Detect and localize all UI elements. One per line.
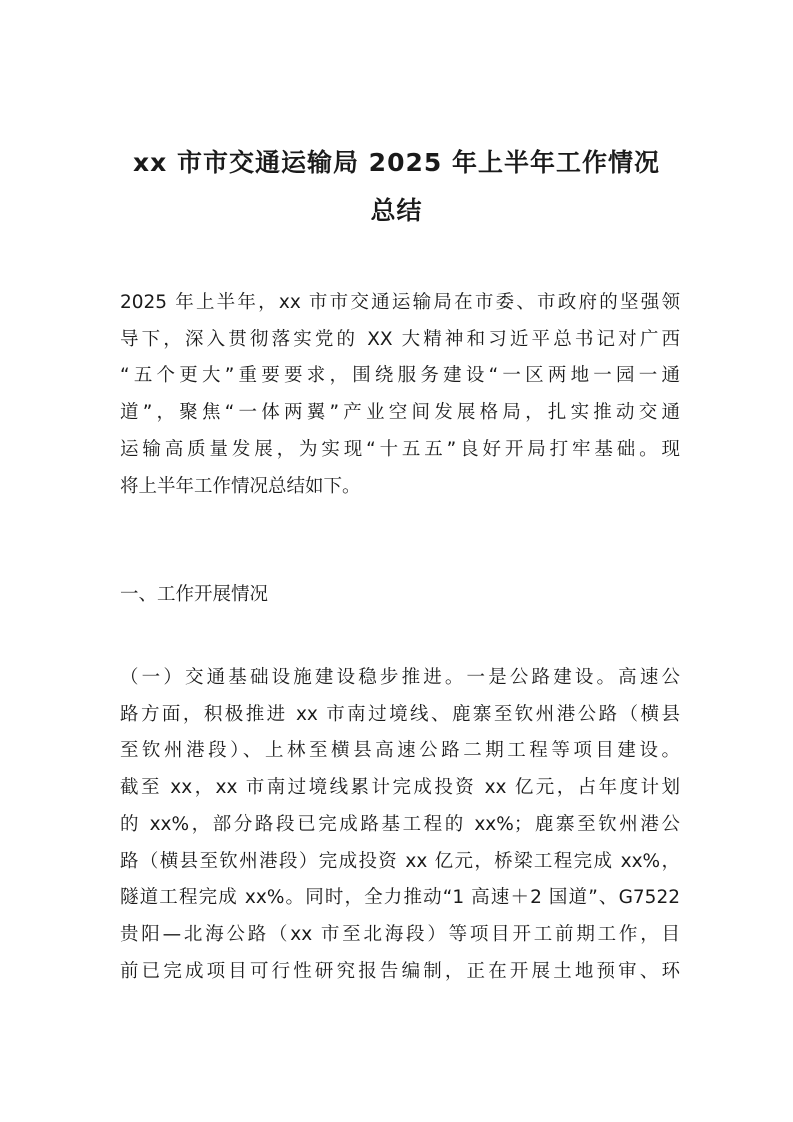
intro-paragraph [120,285,680,505]
section-line-5: 的 xx%，部分路段已完成路基工程的 xx%；鹿寨至钦州港公 [120,813,680,835]
section-paragraph [120,660,680,990]
section-line-1: （一）交通基础设施建设稳步推进。一是公路建设。高速公 [120,667,680,688]
section-line-2: 路方面，积极推进 xx 市南过境线、鹿寨至钦州港公路（横县 [120,703,680,725]
section-line-9: 前已完成项目可行性研究报告编制，正在开展土地预审、环 [120,960,680,982]
intro-line-2: 导下，深入贯彻落实党的 XX 大精神和习近平总书记对广西 [120,328,680,350]
intro-line-3: “五个更大”重要要求，围绕服务建设“一区两地一园一通 [120,365,680,387]
document-title [100,139,693,235]
intro-line-5: 运输高质量发展，为实现“十五五”良好开局打牢基础。现 [120,438,680,460]
title-line-2: 总结 [370,195,423,225]
section-heading: 一、工作开展情况 [120,584,269,605]
intro-line-4: 道”，聚焦“一体两翼”产业空间发展格局，扎实推动交通 [120,402,680,424]
section-line-7: 隧道工程完成 xx%。同时，全力推动“1 高速＋2 国道”、G7522 [120,887,680,909]
section-line-4: 截至 xx，xx 市南过境线累计完成投资 xx 亿元，占年度计划 [120,777,680,799]
section-line-6: 路（横县至钦州港段）完成投资 xx 亿元，桥梁工程完成 xx%， [120,850,680,872]
section-line-3: 至钦州港段）、上林至横县高速公路二期工程等项目建设。 [120,740,680,762]
intro-line-1: 2025 年上半年，xx 市市交通运输局在市委、市政府的坚强领 [120,292,680,313]
title-line-1: xx 市市交通运输局 2025 年上半年工作情况 [133,147,660,177]
section-line-8: 贵阳—北海公路（xx 市至北海段）等项目开工前期工作，目 [120,923,680,945]
intro-line-6: 将上半年工作情况总结如下。 [120,475,361,497]
